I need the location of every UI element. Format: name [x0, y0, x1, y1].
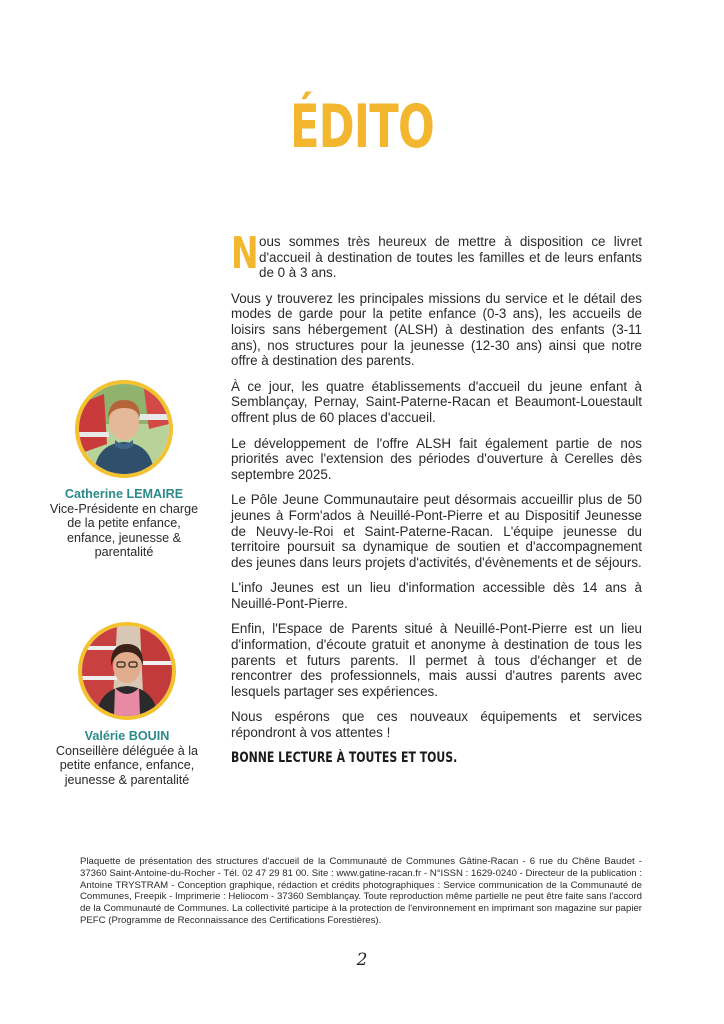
- first-name: Valérie: [84, 729, 126, 743]
- page-title: ÉDITO: [289, 92, 435, 162]
- paragraph-establishments: À ce jour, les quatre établissements d'accueil du jeune enfant à Semblançay, Pernay, Saint-Paterne-Racan et Beaumont-Louestault offrent plus de 60 places d'accueil.: [231, 378, 642, 425]
- person-role: Conseillère déléguée à la petite enfance, enfance, jeunesse & parentalité: [55, 743, 199, 787]
- paragraph-hopes: Nous espérons que ces nouveaux équipements et services répondront à vos attentes !: [231, 709, 642, 741]
- person-role: Vice-Présidente en charge de la petite enfance, enfance, jeunesse & parentalité: [49, 501, 199, 560]
- person-name: [47, 729, 207, 744]
- avatar: [75, 380, 173, 478]
- publication-credits: Plaquette de présentation des structures d'accueil de la Communauté de Communes Gâtine-Racan - 6 rue du Chêne Baudet - 37360 Saint-Antoine-du-Rocher - Tél. 02 47 29 81 00. Site : www.gatine-racan.fr - N°ISSN : 1629-0240 - Directeur de la publication : Antoine TRYSTRAM - Conception graphique, rédaction et crédits photographiques : Service communication de la Communauté de Communes, Freepik - Imprimerie : Heliocom - 37360 Semblançay. Toute reproduction même partielle ne peut être faite sans l'accord de la Communauté de Communes. La collectivité participe à la protection de l'environnement en imprimant son magazine sur papier PEFC (Programme de Reconnaissance des Certifications Forestières).: [80, 856, 642, 926]
- intro-paragraph: [231, 228, 642, 281]
- page-number: 2: [356, 950, 368, 970]
- editorial-body: [231, 228, 642, 766]
- last-name: LEMAIRE: [126, 487, 184, 501]
- closing-line: BONNE LECTURE À TOUTES ET TOUS.: [231, 749, 458, 766]
- paragraph-info-jeunes: L'info Jeunes est un lieu d'information accessible dès 14 ans à Neuillé-Pont-Pierre.: [231, 580, 642, 611]
- last-name: BOUIN: [128, 729, 170, 743]
- person-catherine-lemaire: [44, 380, 204, 560]
- paragraph-youth-pole: Le Pôle Jeune Communautaire peut désormais accueillir plus de 50 jeunes à Form'ados à Neuillé-Pont-Pierre et au Dispositif Jeunesse de Neuvy-le-Roi et Saint-Paterne-Racan. L'équipe jeunesse du territoire poursuit sa dynamique de soutien et d'accompagnement des jeunes dans leurs projets d'activités, d'évènements et de séjours.: [231, 492, 642, 570]
- person-valerie-bouin: [47, 622, 207, 787]
- paragraph-parents-space: Enfin, l'Espace de Parents situé à Neuillé-Pont-Pierre est un lieu d'information, d'écoute gratuit et anonyme à destination de tous les parents et futurs parents. Il permet à tous d'échanger et de rencontrer des professionnels, mais aussi d'autres parents avec lesquels partager ses expériences.: [231, 621, 642, 699]
- intro-text: ous sommes très heureux de mettre à disposition ce livret d'accueil à destination de toutes les familles et de leurs enfants de 0 à 3 ans.: [259, 234, 642, 281]
- person-name: [44, 487, 204, 502]
- paragraph-missions: Vous y trouverez les principales missions du service et le détail des modes de garde pour la petite enfance (0-3 ans), les accueils de loisirs sans hébergement (ALSH) à destination des enfants (3-11 ans), nos structures pour la jeunesse (12-30 ans) ainsi que notre offre à destination des parents.: [231, 290, 642, 369]
- paragraph-alsh: Le développement de l'offre ALSH fait également partie de nos priorités avec l'extension des périodes d'ouverture à Cerelles dès septembre 2025.: [231, 435, 642, 482]
- drop-cap: N: [231, 228, 259, 279]
- avatar: [78, 622, 176, 720]
- first-name: Catherine: [64, 487, 123, 501]
